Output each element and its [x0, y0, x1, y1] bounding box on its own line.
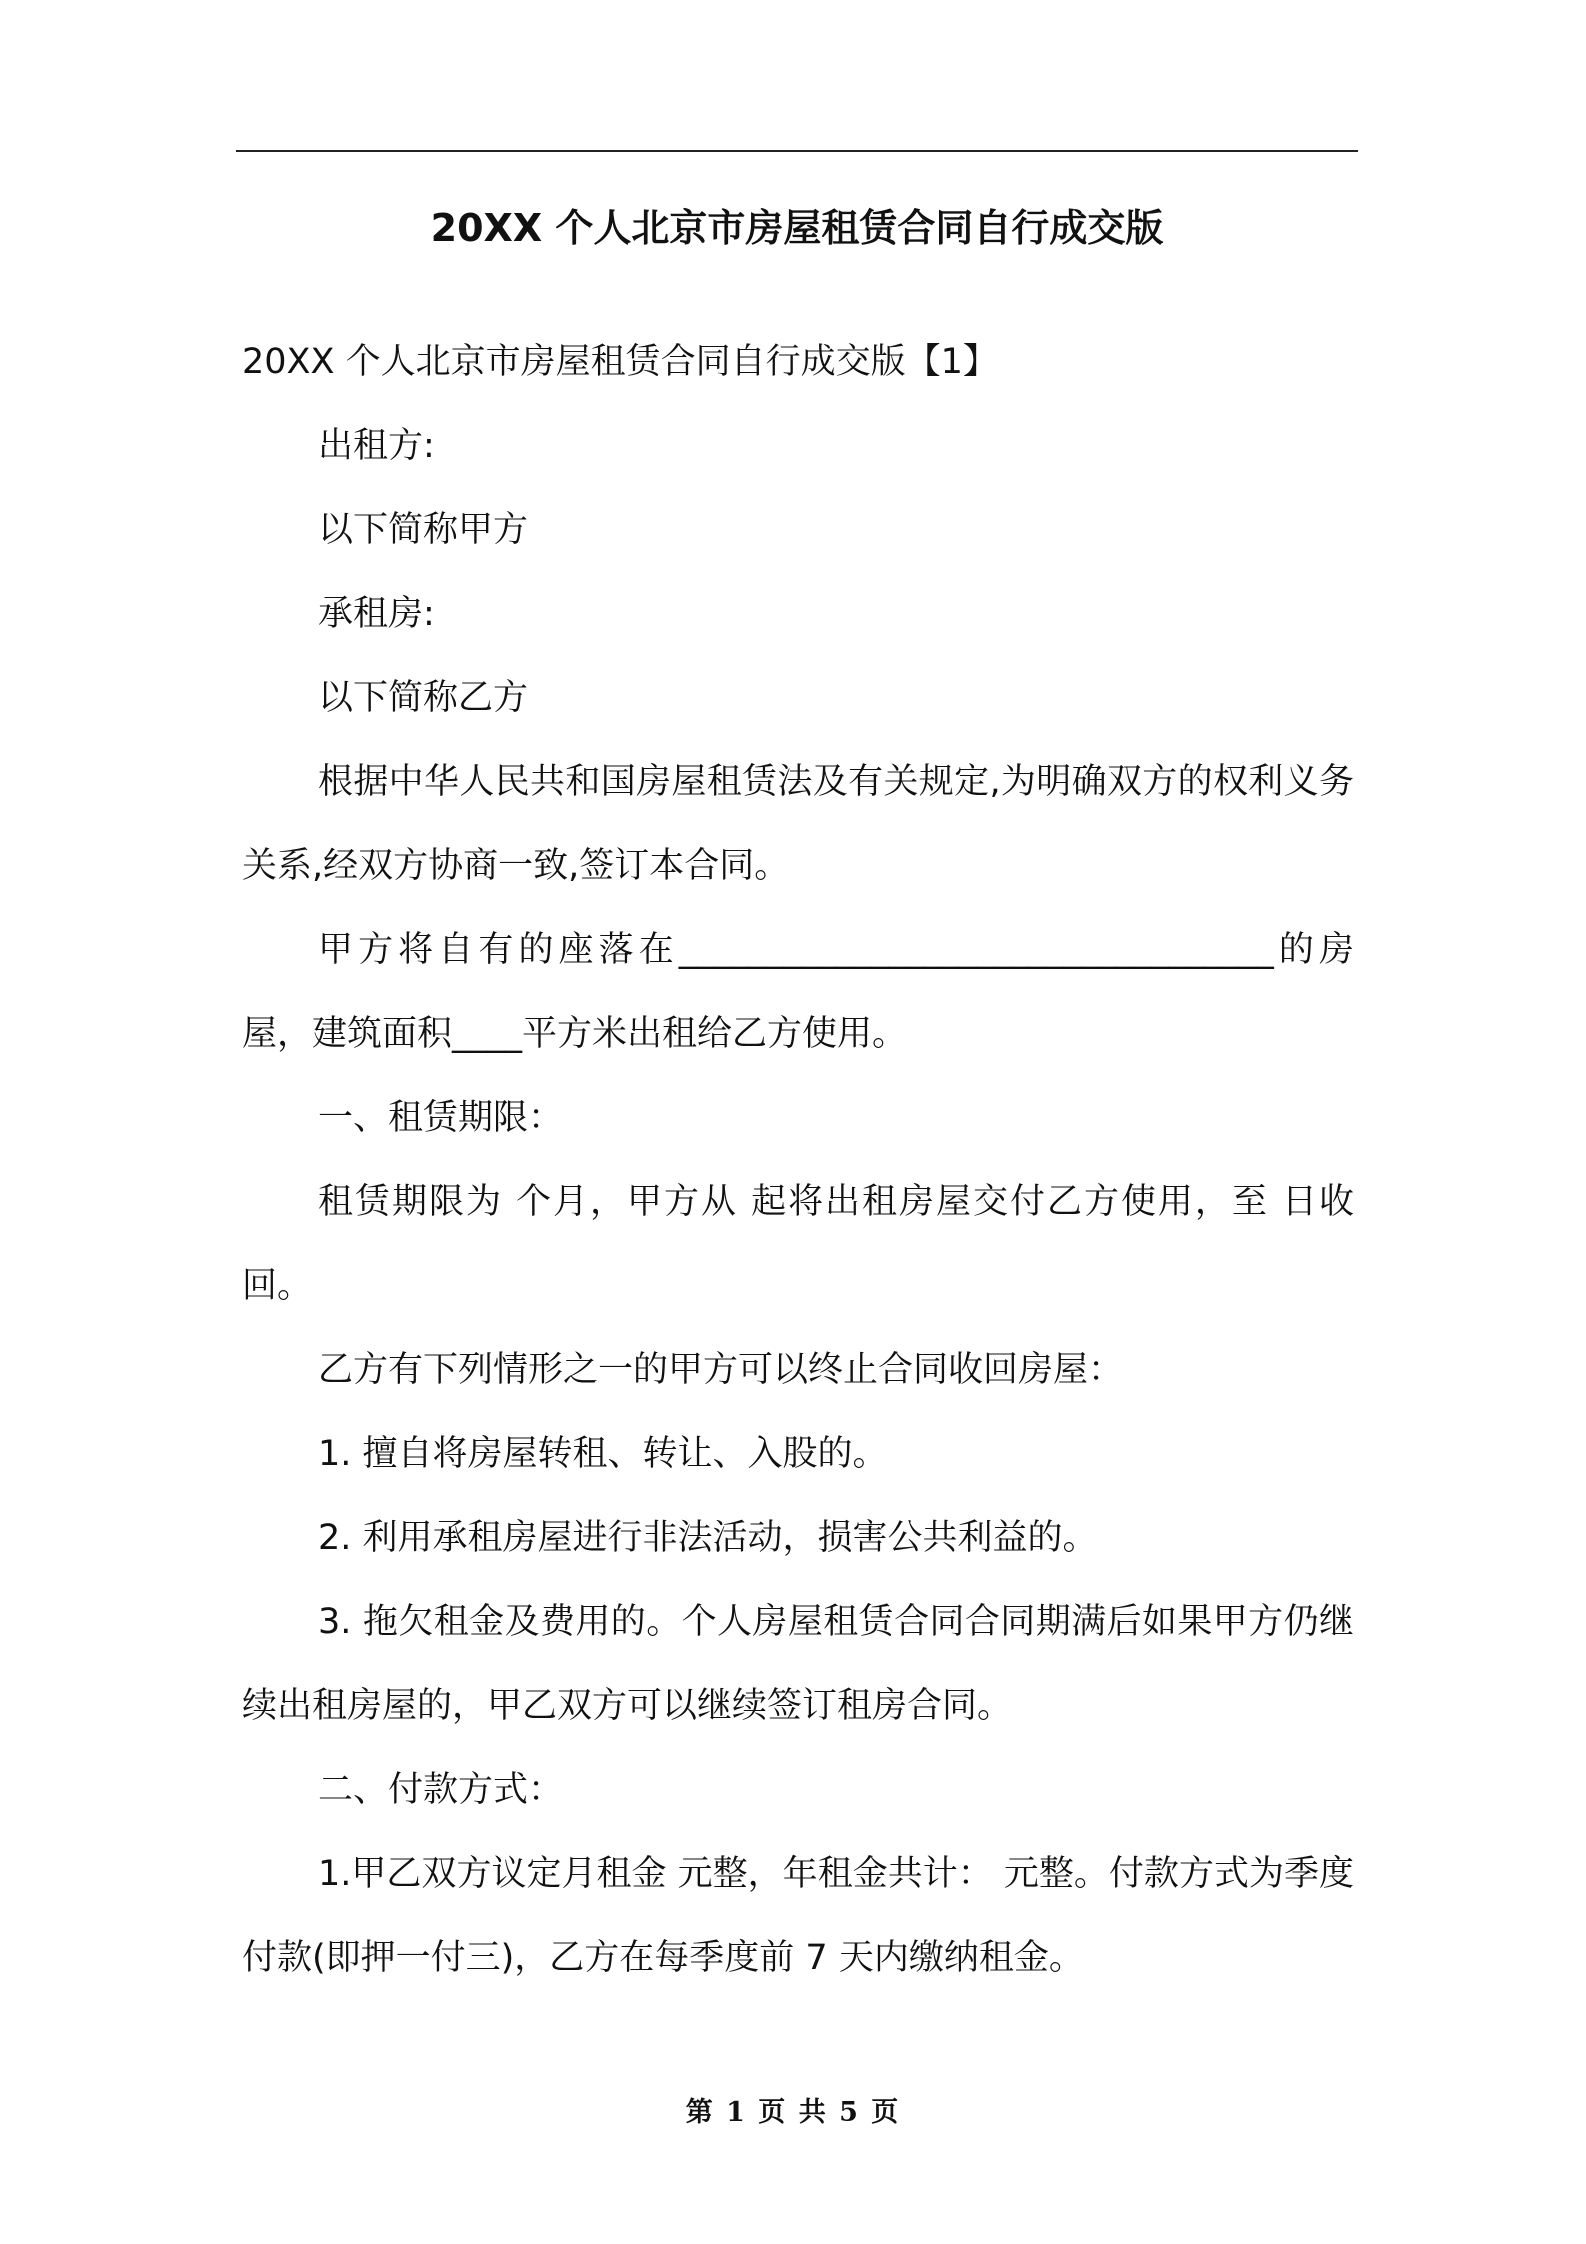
- termination-item-2: 2. 利用承租房屋进行非法活动，损害公共利益的。: [318, 1518, 1098, 1558]
- termination-intro: 乙方有下列情形之一的甲方可以终止合同收回房屋：: [318, 1350, 1124, 1390]
- lessee-label: 承租房:: [318, 594, 435, 634]
- lease-term-heading: 一、租赁期限：: [318, 1098, 564, 1138]
- document-title: 20XX 个人北京市房屋租赁合同自行成交版: [430, 206, 1164, 250]
- payment-heading: 二、付款方式：: [318, 1770, 564, 1810]
- property-paragraph: 甲方将自有的座落在__________________________________的房屋，建筑面积____平方米出租给乙方使用。: [242, 930, 1354, 1054]
- lessee-alias: 以下简称乙方: [318, 678, 529, 718]
- termination-item-1: 1. 擅自将房屋转租、转让、入股的。: [318, 1434, 888, 1474]
- header-rule: [236, 150, 1358, 152]
- payment-item-1: 1.甲乙双方议定月租金 元整，年租金共计： 元整。付款方式为季度付款(即押一付三)，乙方在每季度前 7 天内缴纳租金。: [242, 1854, 1354, 1978]
- lessor-label: 出租方:: [318, 426, 435, 466]
- document-body: [242, 320, 1354, 2000]
- preamble-paragraph: 根据中华人民共和国房屋租赁法及有关规定,为明确双方的权利义务关系,经双方协商一致,签订本合同。: [242, 762, 1354, 886]
- lessor-alias: 以下简称甲方: [318, 510, 529, 550]
- section-heading-1: 20XX 个人北京市房屋租赁合同自行成交版【1】: [242, 342, 998, 382]
- page-footer: 第 1 页 共 5 页: [685, 2097, 901, 2128]
- lease-term-paragraph: 租赁期限为 个月，甲方从 起将出租房屋交付乙方使用，至 日收回。: [242, 1182, 1354, 1306]
- termination-item-3: 3. 拖欠租金及费用的。个人房屋租赁合同合同期满后如果甲方仍继续出租房屋的，甲乙双方可以继续签订租房合同。: [242, 1602, 1354, 1726]
